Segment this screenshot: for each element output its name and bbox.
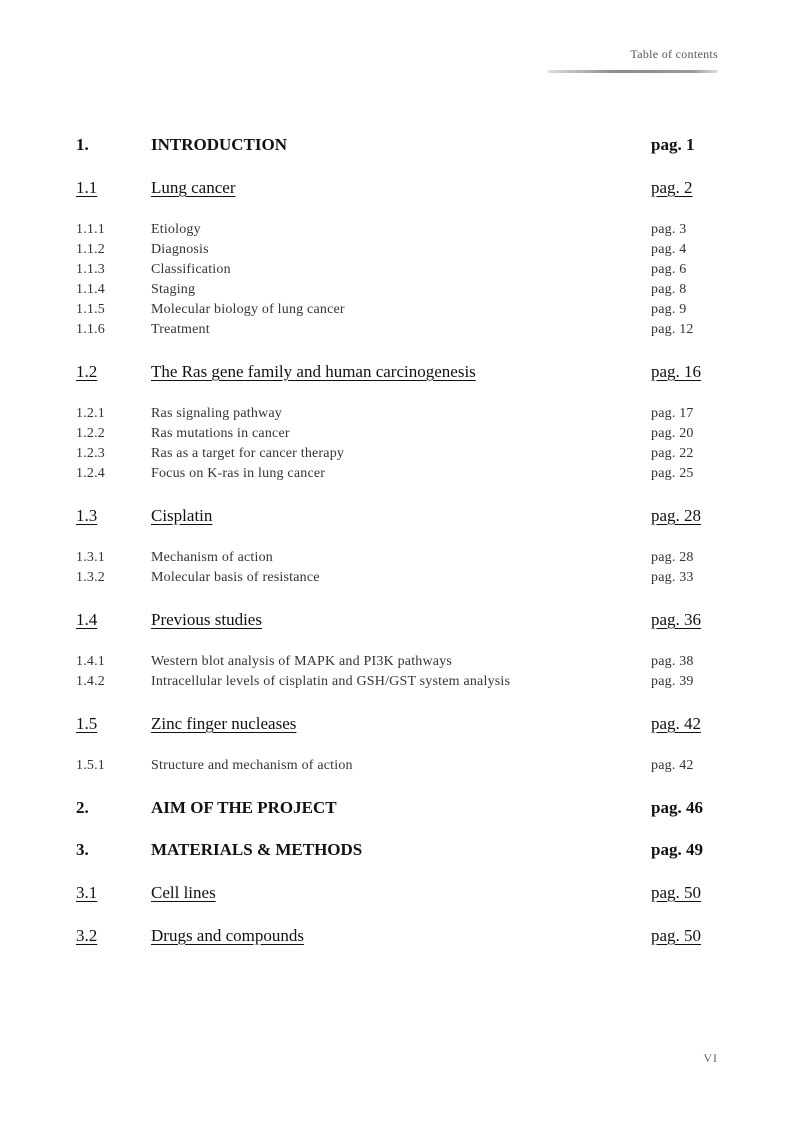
entry-title: Staging: [151, 282, 196, 297]
entry-page: pag. 50: [651, 883, 702, 902]
entry-title: Focus on K-ras in lung cancer: [151, 466, 326, 481]
entry-title: MATERIALS & METHODS: [151, 840, 363, 859]
entry-title: Etiology: [151, 222, 201, 237]
entry-number: 1.1.2: [76, 242, 105, 257]
entry-number: 3.2: [76, 926, 98, 945]
entry-number: 1.2: [76, 362, 98, 381]
toc-entry-subsection[interactable]: [0, 674, 794, 696]
entry-page: pag. 50: [651, 926, 702, 945]
entry-title: Treatment: [151, 322, 210, 337]
toc-entry-chapter[interactable]: [0, 135, 794, 157]
entry-title: Zinc finger nucleases: [151, 714, 297, 733]
entry-number: 1.2.1: [76, 406, 105, 421]
toc-entry-subsection[interactable]: [0, 758, 794, 780]
toc-entry-subsection[interactable]: [0, 466, 794, 488]
toc-entry-subsection[interactable]: [0, 302, 794, 324]
page-header-title: Table of contents: [630, 47, 718, 61]
entry-title: Mechanism of action: [151, 550, 273, 565]
toc-entry-subsection[interactable]: [0, 426, 794, 448]
entry-number: 1.2.2: [76, 426, 105, 441]
entry-number: 1.2.4: [76, 466, 105, 481]
entry-number: 1.5.1: [76, 758, 105, 773]
entry-title: Cell lines: [151, 883, 216, 902]
toc-entry-section[interactable]: [0, 714, 794, 736]
entry-title: Molecular basis of resistance: [151, 570, 320, 585]
toc-entry-subsection[interactable]: [0, 654, 794, 676]
entry-title: Ras mutations in cancer: [151, 426, 290, 441]
entry-title: Ras as a target for cancer therapy: [151, 446, 345, 461]
toc-entry-section[interactable]: [0, 883, 794, 905]
toc-entry-section[interactable]: [0, 506, 794, 528]
footer-page-number: VI: [703, 1051, 718, 1065]
header-rule: [548, 70, 718, 73]
entry-page: pag. 20: [651, 426, 694, 441]
entry-title: Structure and mechanism of action: [151, 758, 353, 773]
entry-page: pag. 2: [651, 178, 693, 197]
entry-page: pag. 8: [651, 282, 687, 297]
entry-title: Cisplatin: [151, 506, 213, 525]
entry-number: 1.1: [76, 178, 98, 197]
entry-title: Molecular biology of lung cancer: [151, 302, 345, 317]
entry-title: Ras signaling pathway: [151, 406, 282, 421]
toc-entry-subsection[interactable]: [0, 550, 794, 572]
entry-page: pag. 33: [651, 570, 694, 585]
entry-page: pag. 39: [651, 674, 694, 689]
entry-page: pag. 36: [651, 610, 702, 629]
toc-entry-subsection[interactable]: [0, 322, 794, 344]
toc-entry-chapter[interactable]: [0, 798, 794, 820]
toc-entry-subsection[interactable]: [0, 242, 794, 264]
entry-page: pag. 9: [651, 302, 687, 317]
entry-title: Lung cancer: [151, 178, 236, 197]
toc-entry-subsection[interactable]: [0, 282, 794, 304]
entry-page: pag. 12: [651, 322, 694, 337]
toc-entry-subsection[interactable]: [0, 446, 794, 468]
entry-page: pag. 49: [651, 840, 703, 859]
entry-title: Previous studies: [151, 610, 262, 629]
entry-number: 3.: [76, 840, 89, 859]
entry-page: pag. 42: [651, 714, 702, 733]
entry-page: pag. 16: [651, 362, 702, 381]
toc-entry-section[interactable]: [0, 178, 794, 200]
entry-number: 1.3.1: [76, 550, 105, 565]
entry-title: Western blot analysis of MAPK and PI3K pathways: [151, 654, 453, 669]
entry-number: 1.1.4: [76, 282, 105, 297]
entry-number: 1.3: [76, 506, 98, 525]
entry-number: 1.1.3: [76, 262, 105, 277]
entry-number: 1.1.5: [76, 302, 105, 317]
toc-entry-section[interactable]: [0, 610, 794, 632]
entry-page: pag. 38: [651, 654, 694, 669]
toc-entry-subsection[interactable]: [0, 262, 794, 284]
entry-title: The Ras gene family and human carcinogenesis: [151, 362, 476, 381]
entry-number: 1.5: [76, 714, 98, 733]
entry-page: pag. 6: [651, 262, 687, 277]
entry-number: 3.1: [76, 883, 98, 902]
entry-page: pag. 4: [651, 242, 687, 257]
entry-page: pag. 42: [651, 758, 694, 773]
entry-page: pag. 46: [651, 798, 703, 817]
entry-number: 1.4: [76, 610, 98, 629]
entry-title: Intracellular levels of cisplatin and GSH/GST system analysis: [151, 674, 511, 689]
toc-entry-section[interactable]: [0, 926, 794, 948]
entry-number: 1.1.1: [76, 222, 105, 237]
entry-title: Classification: [151, 262, 231, 277]
entry-number: 1.1.6: [76, 322, 105, 337]
entry-number: 1.4.1: [76, 654, 105, 669]
entry-page: pag. 17: [651, 406, 694, 421]
toc-entry-chapter[interactable]: [0, 840, 794, 862]
entry-number: 1.2.3: [76, 446, 105, 461]
entry-page: pag. 22: [651, 446, 694, 461]
toc-entry-subsection[interactable]: [0, 406, 794, 428]
toc-entry-section[interactable]: [0, 362, 794, 384]
toc-entry-subsection[interactable]: [0, 570, 794, 592]
entry-page: pag. 1: [651, 135, 695, 154]
entry-page: pag. 28: [651, 506, 702, 525]
toc-entry-subsection[interactable]: [0, 222, 794, 244]
entry-page: pag. 28: [651, 550, 694, 565]
entry-page: pag. 25: [651, 466, 694, 481]
entry-number: 1.: [76, 135, 89, 154]
entry-page: pag. 3: [651, 222, 687, 237]
entry-title: Drugs and compounds: [151, 926, 304, 945]
entry-title: Diagnosis: [151, 242, 209, 257]
entry-number: 2.: [76, 798, 89, 817]
entry-number: 1.4.2: [76, 674, 105, 689]
entry-title: AIM OF THE PROJECT: [151, 798, 337, 817]
entry-number: 1.3.2: [76, 570, 105, 585]
entry-title: INTRODUCTION: [151, 135, 288, 154]
